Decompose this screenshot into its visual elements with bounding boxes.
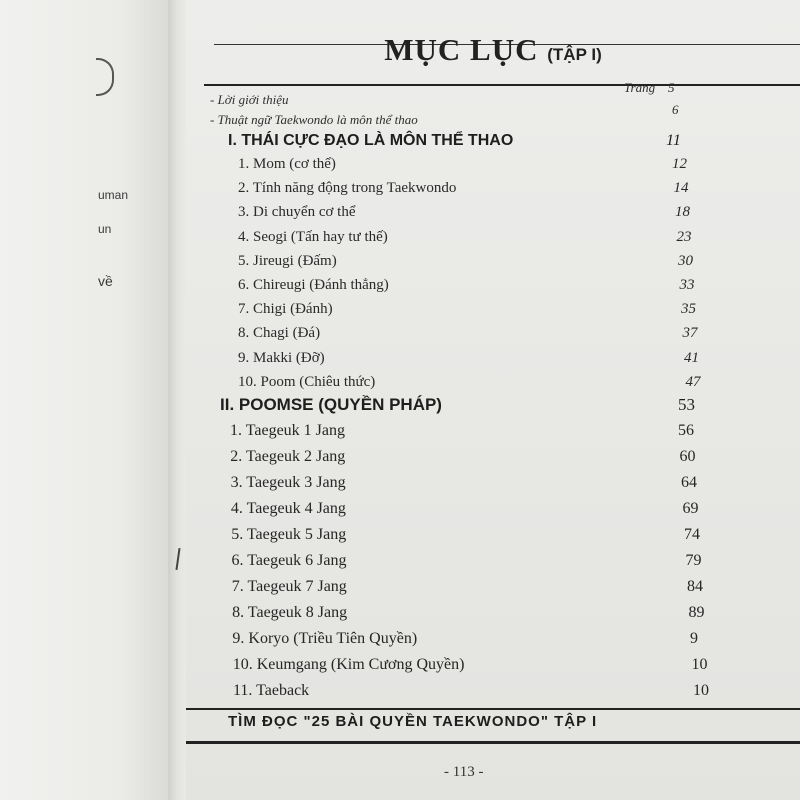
item-label: 5. Taegeuk 5 Jang — [231, 526, 347, 543]
page-column-header: Trang — [624, 80, 656, 95]
item-page: 23 — [676, 228, 692, 245]
toc-item — [238, 180, 689, 197]
toc-item — [238, 325, 698, 342]
item-page: 74 — [683, 526, 700, 543]
toc-item — [230, 448, 696, 466]
item-label: 3. Taegeuk 3 Jang — [230, 474, 346, 491]
title-volume: (TẬP I) — [547, 45, 602, 64]
item-page: 84 — [686, 578, 703, 595]
footer-top-rule — [186, 708, 800, 710]
toc-item — [230, 500, 699, 518]
item-page: 14 — [673, 180, 689, 197]
toc-item — [231, 578, 703, 596]
item-page: 69 — [682, 500, 699, 517]
toc-item — [232, 656, 708, 674]
entry-page: 5 — [668, 80, 675, 95]
item-page: 64 — [680, 474, 697, 491]
toc-item — [238, 373, 701, 391]
toc-item — [238, 156, 687, 173]
page-title — [186, 32, 800, 68]
title-bottom-rule — [204, 84, 800, 86]
item-label: 4. Taegeuk 4 Jang — [230, 500, 346, 517]
left-page-fragment-2: un — [98, 222, 112, 236]
item-label: 1. Mom (cơ thể) — [238, 156, 336, 172]
item-page: 18 — [675, 204, 690, 221]
item-label: 8. Chagi (Đá) — [238, 325, 321, 342]
footer-bottom-rule — [186, 741, 800, 744]
item-page: 41 — [684, 349, 699, 366]
entry-label: - Lời giới thiệu — [210, 92, 289, 107]
entry-page: 6 — [672, 102, 679, 117]
item-page: 10 — [693, 682, 709, 699]
toc-item — [238, 228, 692, 246]
toc-item — [238, 252, 693, 270]
entry-label: - Thuật ngữ Taekwondo là môn thể thao — [210, 112, 418, 127]
item-page: 79 — [685, 552, 702, 569]
item-label: 11. Taeback — [233, 682, 310, 699]
item-label: 6. Taegeuk 6 Jang — [231, 552, 347, 569]
toc-item — [238, 277, 695, 294]
left-page — [0, 0, 172, 800]
item-label: 9. Makki (Đỡ) — [238, 349, 325, 366]
item-page: 56 — [678, 422, 694, 439]
toc-item — [232, 604, 705, 622]
item-label: 3. Di chuyển cơ thể — [238, 204, 356, 221]
item-page: 89 — [688, 604, 705, 621]
item-page: 47 — [685, 373, 701, 390]
item-page: 12 — [672, 156, 687, 172]
item-page: 9 — [689, 630, 698, 647]
toc-item — [231, 526, 700, 544]
toc-page — [186, 0, 800, 800]
toc-intro-entry — [210, 102, 800, 128]
toc-item — [231, 552, 702, 570]
page-number: - 113 - — [444, 764, 484, 780]
section-title: II. POOMSE (QUYỀN PHÁP) — [220, 395, 442, 414]
item-page: 60 — [679, 448, 696, 465]
item-page: 30 — [678, 252, 693, 269]
footer-note: TÌM ĐỌC "25 BÀI QUYỀN TAEKWONDO" TẬP I — [228, 713, 598, 730]
left-page-fragment-3: về — [98, 273, 113, 289]
toc-item — [230, 474, 697, 492]
item-page: 33 — [679, 277, 695, 293]
left-page-bracket-mark — [96, 58, 114, 96]
section-title: I. THÁI CỰC ĐẠO LÀ MÔN THỂ THAO — [228, 132, 514, 149]
title-text: MỤC LỤC — [384, 32, 539, 67]
item-label: 1. Taegeuk 1 Jang — [230, 422, 345, 439]
item-label: 2. Tính năng động trong Taekwondo — [238, 180, 457, 197]
item-label: 7. Taegeuk 7 Jang — [231, 578, 347, 595]
toc-item — [238, 204, 690, 221]
toc-item — [232, 630, 698, 648]
item-label: 8. Taegeuk 8 Jang — [232, 604, 348, 621]
item-page: 10 — [691, 656, 708, 673]
item-page: 37 — [682, 325, 698, 342]
toc-section-1 — [228, 132, 800, 150]
toc-section-2 — [220, 395, 800, 415]
left-page-fragment-1: uman — [98, 188, 129, 202]
section-page: 11 — [666, 132, 681, 149]
item-label: 10. Poom (Chiêu thức) — [238, 373, 376, 390]
item-label: 4. Seogi (Tấn hay tư thế) — [238, 228, 388, 245]
toc-item — [238, 301, 696, 318]
item-label: 9. Koryo (Triều Tiên Quyền) — [232, 630, 418, 647]
section-page: 53 — [678, 395, 695, 414]
toc-item — [230, 422, 694, 440]
item-label: 10. Keumgang (Kim Cương Quyền) — [232, 656, 465, 673]
item-page: 35 — [681, 301, 696, 318]
toc-item — [233, 682, 709, 700]
toc-item — [238, 349, 699, 367]
item-label: 5. Jireugi (Đấm) — [238, 252, 337, 269]
item-label: 6. Chireugi (Đánh thẳng) — [238, 277, 389, 293]
item-label: 2. Taegeuk 2 Jang — [230, 448, 346, 465]
item-label: 7. Chigi (Đánh) — [238, 301, 333, 318]
